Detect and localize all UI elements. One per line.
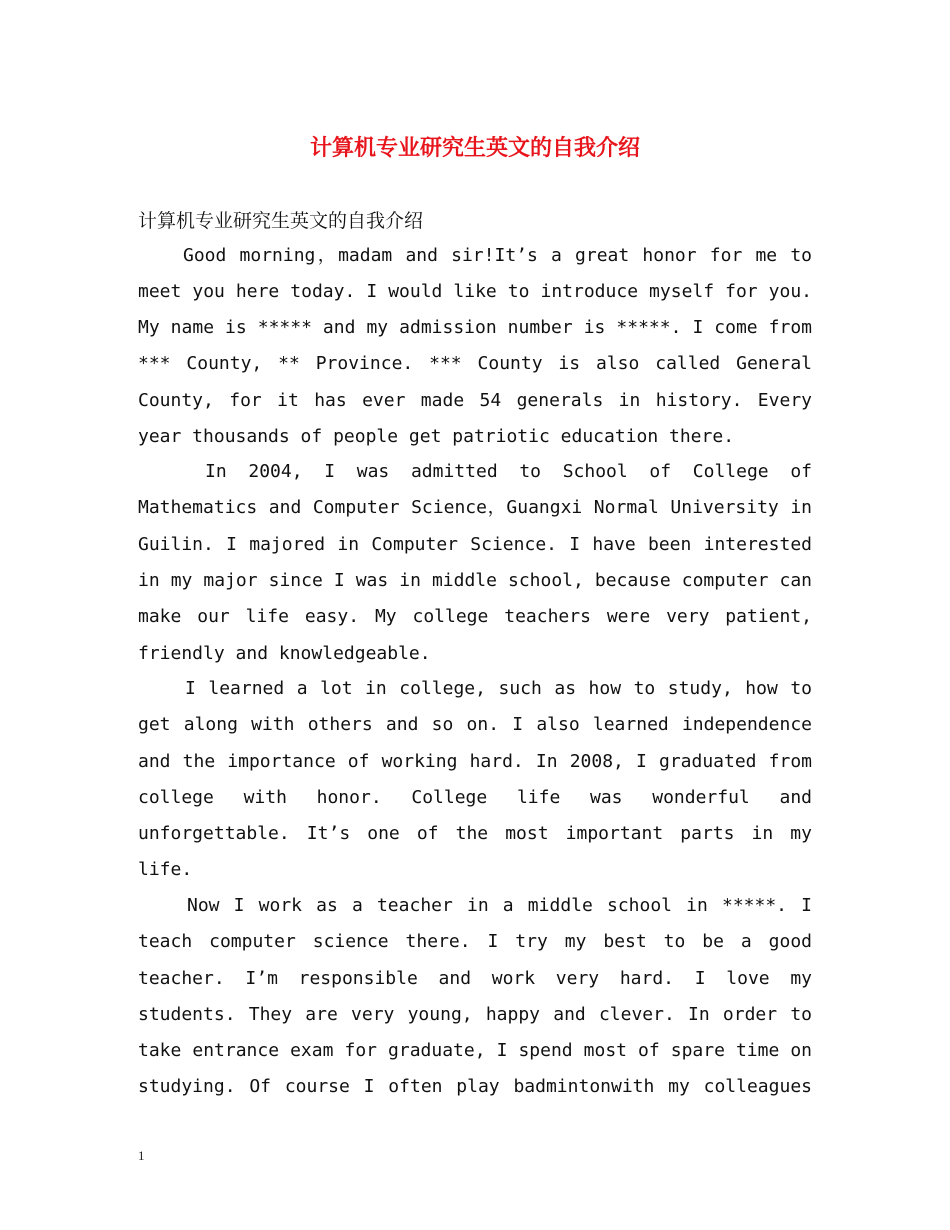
- text-line: in my major since I was in middle school, because computer can: [138, 570, 812, 591]
- text-line: take entrance exam for graduate, I spend most of spare time on: [138, 1040, 812, 1061]
- text-line: life.: [138, 859, 193, 880]
- text-line: Good morning，madam and sir!It’s a great honor for me to: [183, 245, 812, 266]
- text-line: I learned a lot in college, such as how to study, how to: [185, 678, 812, 699]
- text-line: and the importance of working hard. In 2008, I graduated from: [138, 751, 812, 772]
- text-line: year thousands of people get patriotic education there.: [138, 426, 735, 447]
- text-line: Mathematics and Computer Science，Guangxi Normal University in: [138, 497, 812, 518]
- text-line: In 2004, I was admitted to School of College of: [205, 461, 812, 482]
- page-number: 1: [138, 1148, 145, 1163]
- text-line: teacher. I’m responsible and work very hard. I love my: [138, 968, 812, 989]
- text-line: college with honor. College life was wonderful and: [138, 787, 812, 808]
- text-line: teach computer science there. I try my best to be a good: [138, 931, 812, 952]
- text-line: friendly and knowledgeable.: [138, 643, 431, 664]
- text-line: get along with others and so on. I also learned independence: [138, 714, 812, 735]
- text-line: Guilin. I majored in Computer Science. I have been interested: [138, 534, 812, 555]
- text-line: unforgettable. It’s one of the most important parts in my: [138, 823, 812, 844]
- text-line: Now I work as a teacher in a middle school in *****. I: [187, 895, 812, 916]
- text-line: County, for it has ever made 54 generals in history. Every: [138, 390, 812, 411]
- document-title: 计算机专业研究生英文的自我介绍: [309, 135, 640, 161]
- document-subtitle: 计算机专业研究生英文的自我介绍: [138, 210, 424, 232]
- text-line: *** County, ** Province. *** County is also called General: [138, 353, 812, 374]
- text-line: studying. Of course I often play badmintonwith my colleagues: [138, 1076, 812, 1097]
- text-line: make our life easy. My college teachers were very patient,: [138, 606, 812, 627]
- text-line: My name is ***** and my admission number is *****. I come from: [138, 317, 812, 338]
- text-line: meet you here today. I would like to introduce myself for you.: [138, 281, 812, 302]
- text-line: students. They are very young, happy and clever. In order to: [138, 1004, 812, 1025]
